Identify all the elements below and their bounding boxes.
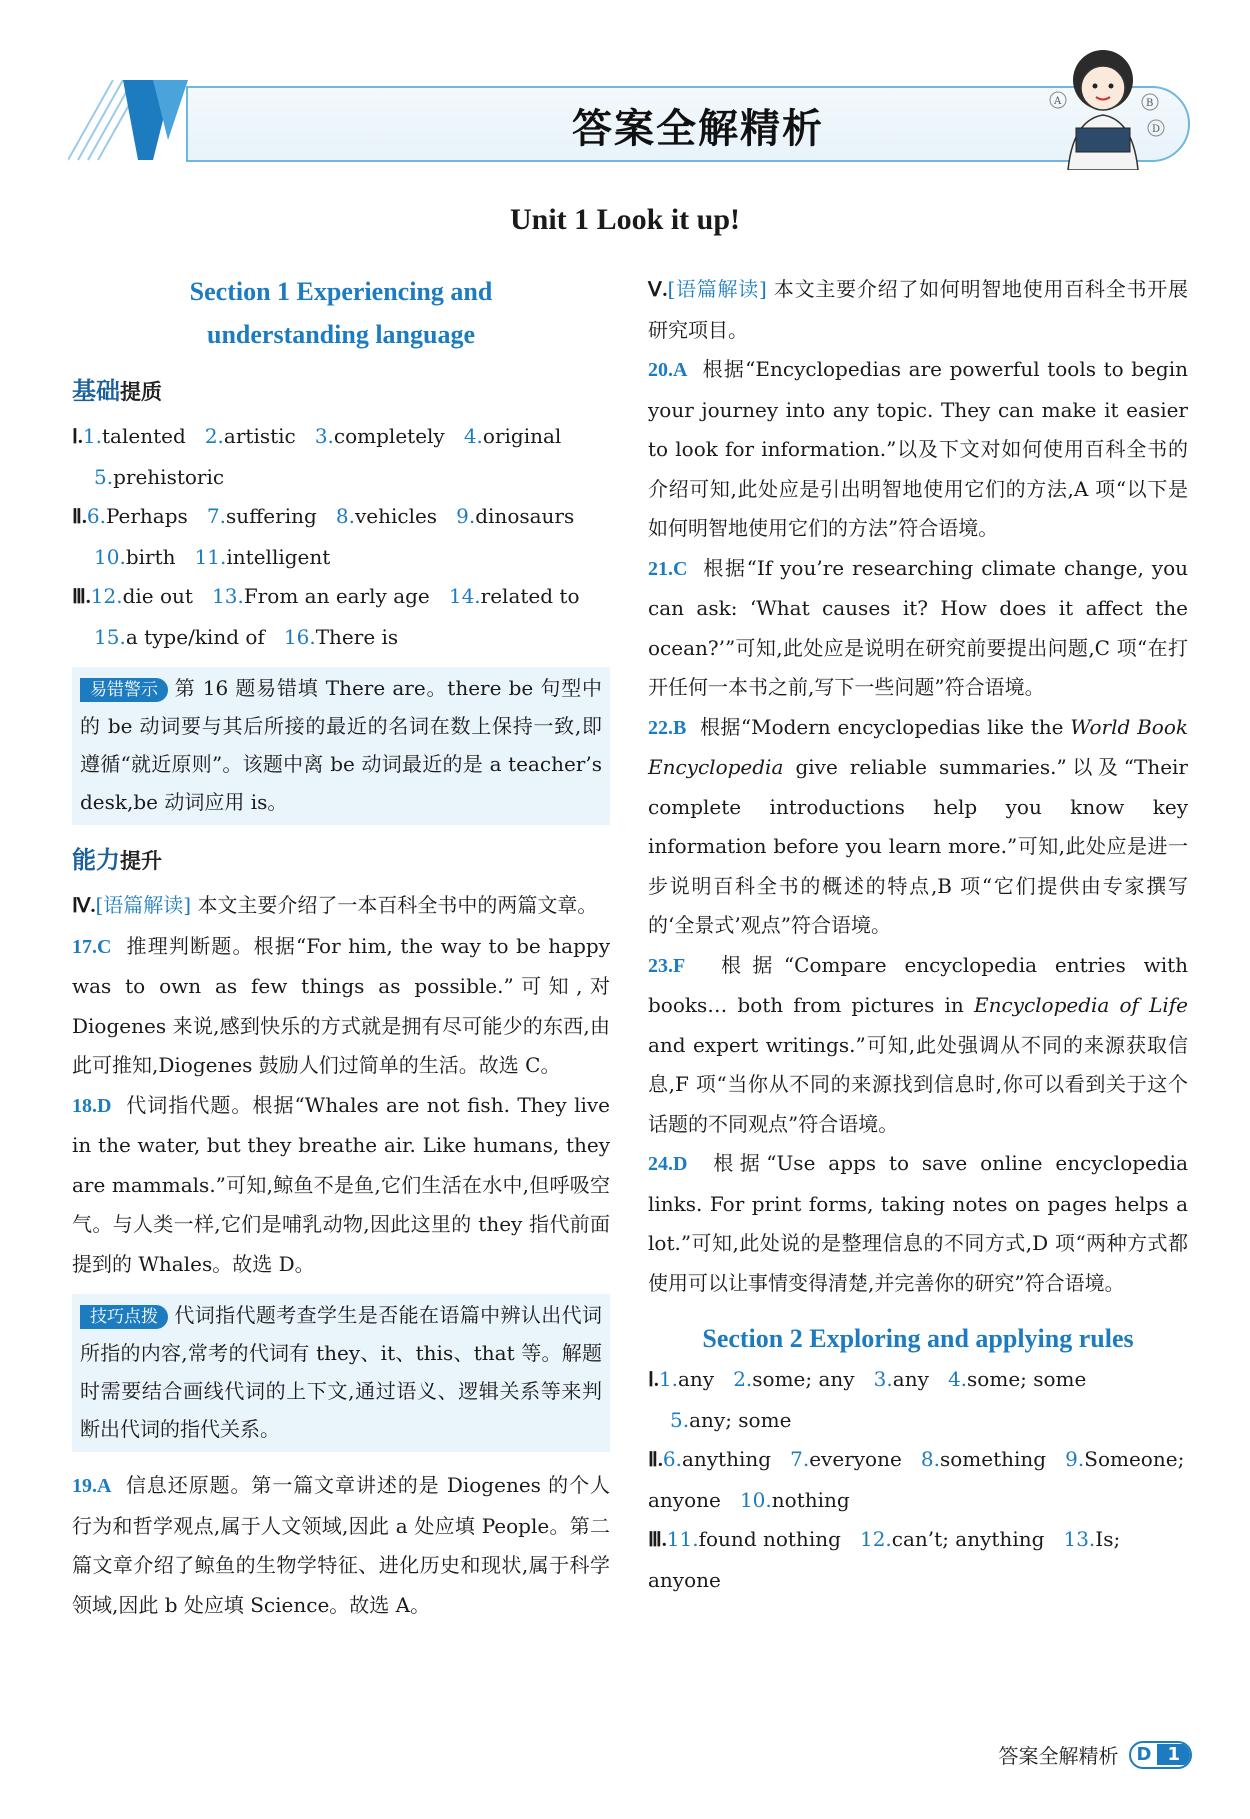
- left-column: [72, 270, 610, 1625]
- header-banner: [68, 80, 1194, 166]
- s2-answers-I-cont: 5.any; some: [670, 1407, 792, 1432]
- section2-title: Section 2 Exploring and applying rules: [702, 1324, 1134, 1353]
- page-title: 答案全解精析: [572, 106, 824, 152]
- part-ability-heading: 能力提升: [72, 846, 162, 874]
- page-number-badge: [1129, 1741, 1192, 1769]
- answers-I-cont: 5.prehistoric: [94, 464, 225, 489]
- section1-title-line1: Section 1 Experiencing and: [189, 277, 493, 306]
- s2-answers-III: Ⅲ.11.found nothing 12.can’t; anything 13.Is; anyone: [648, 1527, 1121, 1592]
- q23-explanation: 23.F 根据“Compare encyclopedia entries with books… both from pictures in Encyclopedia of Life and expert writings.”可知,此处强调从不同的来源获取信息,F 项“当你从不同的来源找到信息时,你可以看到关于这个话题的不同观点”符合语境。: [648, 952, 1189, 1136]
- q24-explanation: 24.D 根据“Use apps to save online encyclopedia links. For print forms, taking notes on pages helps a lot.”可知,此处说的是整理信息的不同方式,D 项“两种方式都使用可以让事情变得清楚,并完善你的研究”符合语境。: [648, 1151, 1188, 1295]
- tip-badge: 易错警示: [80, 678, 168, 702]
- answers-III-cont: 15.a type/kind of 16.There is: [94, 624, 399, 649]
- s2-answers-I: Ⅰ.1.any 2.some; any 3.any 4.some; some: [648, 1367, 1087, 1391]
- q17-explanation: 17.C 推理判断题。根据“For him, the way to be happy was to own as few things as possible.”可知,对 Diogenes 来说,感到快乐的方式就是拥有尽可能少的东西,由此可推知,Diogenes 鼓励人们过简单的生活。故选 C。: [72, 933, 611, 1077]
- tip-common-mistake: 易错警示 第 16 题易错填 There are。there be 句型中的 be 动词要与其后所接的最近的名词在数上保持一致,即遵循“就近原则”。该题中离 be 动词最近的是 a teacher’s desk,be 动词应用 is。: [72, 667, 610, 825]
- q22-explanation: 22.B 根据“Modern encyclopedias like the World Book Encyclopedia give reliable summaries.”以及“Their complete introductions help you know key information before you learn more.”可知,此处应是进一步说明百科全书的概述的特点,B 项“它们提供由专家撰写的‘全景式’观点”符合语境。: [648, 714, 1189, 937]
- answers-III: Ⅲ.12.die out 13.From an early age 14.related to: [72, 584, 580, 608]
- s2-answers-II: Ⅱ.6.anything 7.everyone 8.something 9.Someone; anyone 10.nothing: [648, 1447, 1185, 1512]
- page-number: 1: [1157, 1744, 1190, 1765]
- passage-V-summary: Ⅴ.[语篇解读] 本文主要介绍了如何明智地使用百科全书开展研究项目。: [648, 277, 1189, 342]
- svg-text:D: D: [1152, 124, 1161, 135]
- unit-title: Unit 1 Look it up!: [509, 203, 741, 236]
- page-footer: [999, 1740, 1192, 1769]
- q19-explanation: 19.A 信息还原题。第一篇文章讲述的是 Diogenes 的个人行为和哲学观点,属于人文领域,因此 a 处应填 People。第二篇文章介绍了鲸鱼的生物学特征、进化历史和现状,属于科学领域,因此 b 处应填 Science。故选 A。: [72, 1473, 610, 1617]
- answers-II-cont: 10.birth 11.intelligent: [94, 544, 331, 569]
- svg-text:B: B: [1146, 98, 1154, 109]
- answers-II: Ⅱ.6.Perhaps 7.suffering 8.vehicles 9.dinosaurs: [72, 504, 575, 528]
- q20-explanation: 20.A 根据“Encyclopedias are powerful tools to begin your journey into any topic. They can make it easier to look for information.”以及下文对如何使用百科全书的介绍可知,此处应是引出明智地使用它们的方法,A 项“以下是如何明智地使用它们的方法”符合语境。: [648, 357, 1189, 540]
- right-column: [648, 270, 1188, 1600]
- girl-reading-icon: [1028, 40, 1178, 170]
- volume-letter: D: [1136, 1744, 1152, 1765]
- section1-title-line2: understanding language: [206, 320, 476, 349]
- answers-I: Ⅰ.1.talented 2.artistic 3.completely 4.original: [72, 424, 562, 448]
- footer-label: 答案全解精析: [998, 1744, 1119, 1768]
- passage-IV-summary: Ⅳ.[语篇解读] 本文主要介绍了一本百科全书中的两篇文章。: [72, 893, 598, 917]
- tip-skill: 技巧点拨 代词指代题考查学生是否能在语篇中辨认出代词所指的内容,常考的代词有 they、it、this、that 等。解题时需要结合画线代词的上下文,通过语义、逻辑关系等来判断出代词的指代关系。: [72, 1294, 610, 1452]
- part-basic-heading: 基础提质: [72, 377, 162, 405]
- tip-badge: 技巧点拨: [80, 1305, 168, 1329]
- svg-text:A: A: [1054, 96, 1062, 107]
- q21-explanation: 21.C 根据“If you’re researching climate change, you can ask: ‘What causes it? How does it affect the ocean?’”可知,此处应是说明在研究前要提出问题,C 项“在打开任何一本书之前,写下一些问题”符合语境。: [648, 555, 1188, 699]
- q18-explanation: 18.D 代词指代题。根据“Whales are not fish. They live in the water, but they breathe air. Like humans, they are mammals.”可知,鲸鱼不是鱼,它们生活在水中,但呼吸空气。与人类一样,它们是哺乳动物,因此这里的 they 指代前面提到的 Whales。故选 D。: [72, 1092, 610, 1276]
